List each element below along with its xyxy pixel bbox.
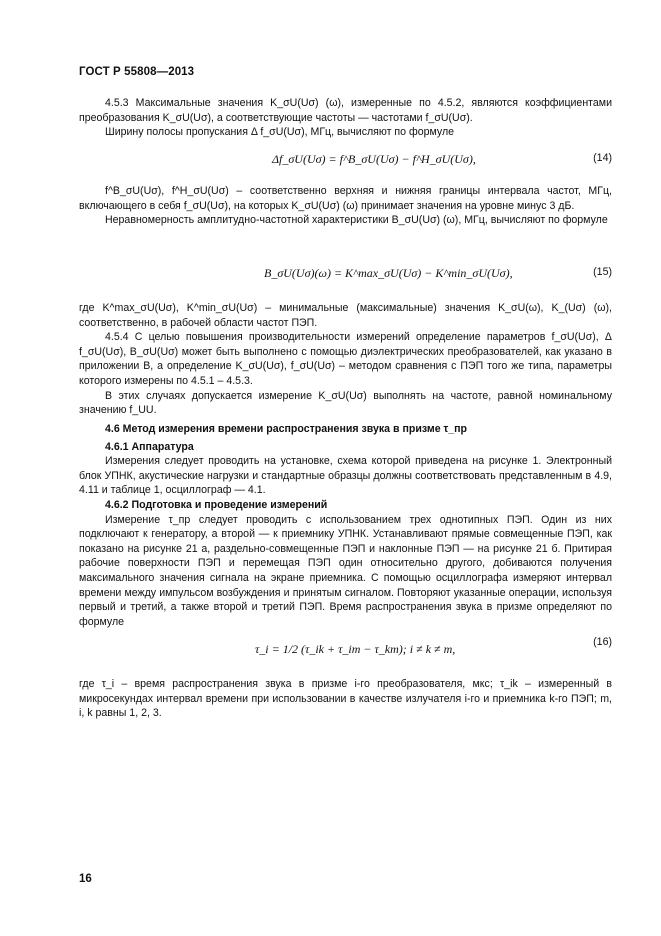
formula-15-expression: B_σU(Uσ)(ω) = K^max_σU(Uσ) − K^min_σU(Uσ), (264, 266, 513, 280)
formula-15 (79, 266, 612, 292)
paragraph-bandwidth-intro: Ширину полосы пропускания Δ f_σU(Uσ), МГц, вычисляют по формуле (105, 126, 455, 139)
formula-16-number: (16) (593, 636, 612, 648)
section-4-5-4 (79, 301, 612, 418)
formula-16-expression: τ_i = 1/2 (τ_ik + τ_im − τ_km); i ≠ k ≠ m, (255, 642, 456, 656)
formula-14-expression: Δf_σU(Uσ) = f^B_σU(Uσ) − f^H_σU(Uσ), (272, 152, 476, 166)
paragraph-frequency-bounds: f^B_σU(Uσ), f^H_σU(Uσ) – соответственно верхняя и нижняя границы интервала частот, МГц, включающего в себя f_σU(Uσ), на которых K_σU(Uσ) (ω) принимает значения на уровне минус 3 дБ. (79, 185, 612, 212)
paragraph-4-5-4: 4.5.4 С целью повышения производительности измерений определение параметров f_σU(Uσ), Δ f_σU(Uσ), B_σU(Uσ) может быть выполнено с помощью диэлектрических преобразователей, как указано в приложении В, а определение K_σU(Uσ), f_σU(Uσ) – методом сравнения с ПЭП того же типа, параметры которого измерены по 4.5.1 – 4.5.3. (79, 331, 612, 387)
formula-14-number: (14) (593, 152, 612, 164)
paragraph-measurement-procedure: Измерение τ_пр следует проводить с использованием трех однотипных ПЭП. Один из них подключают к генератору, а второй — к приемнику УПНК. Устанавливают прямые совмещенные ПЭП, как показано на рисунке 21 а, раздельно-совмещенные ПЭП и наклонные ПЭП — на рисунке 21 б. Притирая рабочие поверхности ПЭП и перемещая ПЭП один относительно другого, добиваются получения максимального значения сигнала на экране приемника. С помощью осциллографа измеряют интервал времени между импульсом возбуждения и принятым сигналом. Повторяют указанные операции, используя первый и третий, а также второй и третий ПЭП. Время распространения звука в призме определяют по формуле (79, 513, 612, 628)
paragraph-unevenness-intro: Неравномерность амплитудно-частотной характеристики B_σU(Uσ) (ω), МГц, вычисляют по формуле (105, 214, 608, 227)
page-number: 16 (79, 873, 92, 885)
formula-14 (79, 152, 612, 178)
heading-4-6: 4.6 Метод измерения времени распространения звука в призме τ_пр (105, 423, 468, 435)
paragraph-allowed-measurement: В этих случаях допускается измерение K_σU(Uσ) выполнять на частоте, равной номинальному значению f_UU. (79, 389, 612, 417)
formula-16 (79, 636, 612, 672)
heading-4-6-2: 4.6.2 Подготовка и проведение измерений (105, 498, 328, 511)
paragraph-tau-definition: где τ_i – время распространения звука в призме i-го преобразователя, мкс; τ_ik – измеренный в микросекундах интервал времени при использовании в качестве излучателя i-го и приемника k-го ПЭП; m, i, k равны 1, 2, 3. (79, 678, 612, 720)
formula-15-number: (15) (593, 266, 612, 278)
formula-16-explanation (79, 677, 612, 721)
section-4-6 (79, 422, 612, 629)
paragraph-4-5-3: 4.5.3 Максимальные значения K_σU(Uσ) (ω), измеренные по 4.5.2, являются коэффициентами преобразования K_σU(Uσ), а соответствующие частоты — частотами f_σU(Uσ). (79, 97, 612, 124)
section-4-5-3 (79, 96, 612, 140)
heading-4-6-1: 4.6.1 Аппаратура (105, 440, 194, 453)
document-header: ГОСТ Р 55808—2013 (79, 66, 195, 78)
paragraph-min-max-values: где K^max_σU(Uσ), K^min_σU(Uσ) – минимальные (максимальные) значения K_σU(ω), K_(Uσ) (ω), соответственно, в рабочей области частот ПЭП. (79, 302, 612, 329)
formula-14-explanation (79, 184, 612, 228)
paragraph-equipment: Измерения следует проводить на установке, схема которой приведена на рисунке 1. Электронный блок УПНК, акустические нагрузки и стандартные образцы должны соответствовать представленным в 4.9, 4.11 и таблице 1, осциллограф — 4.1. (79, 455, 612, 497)
